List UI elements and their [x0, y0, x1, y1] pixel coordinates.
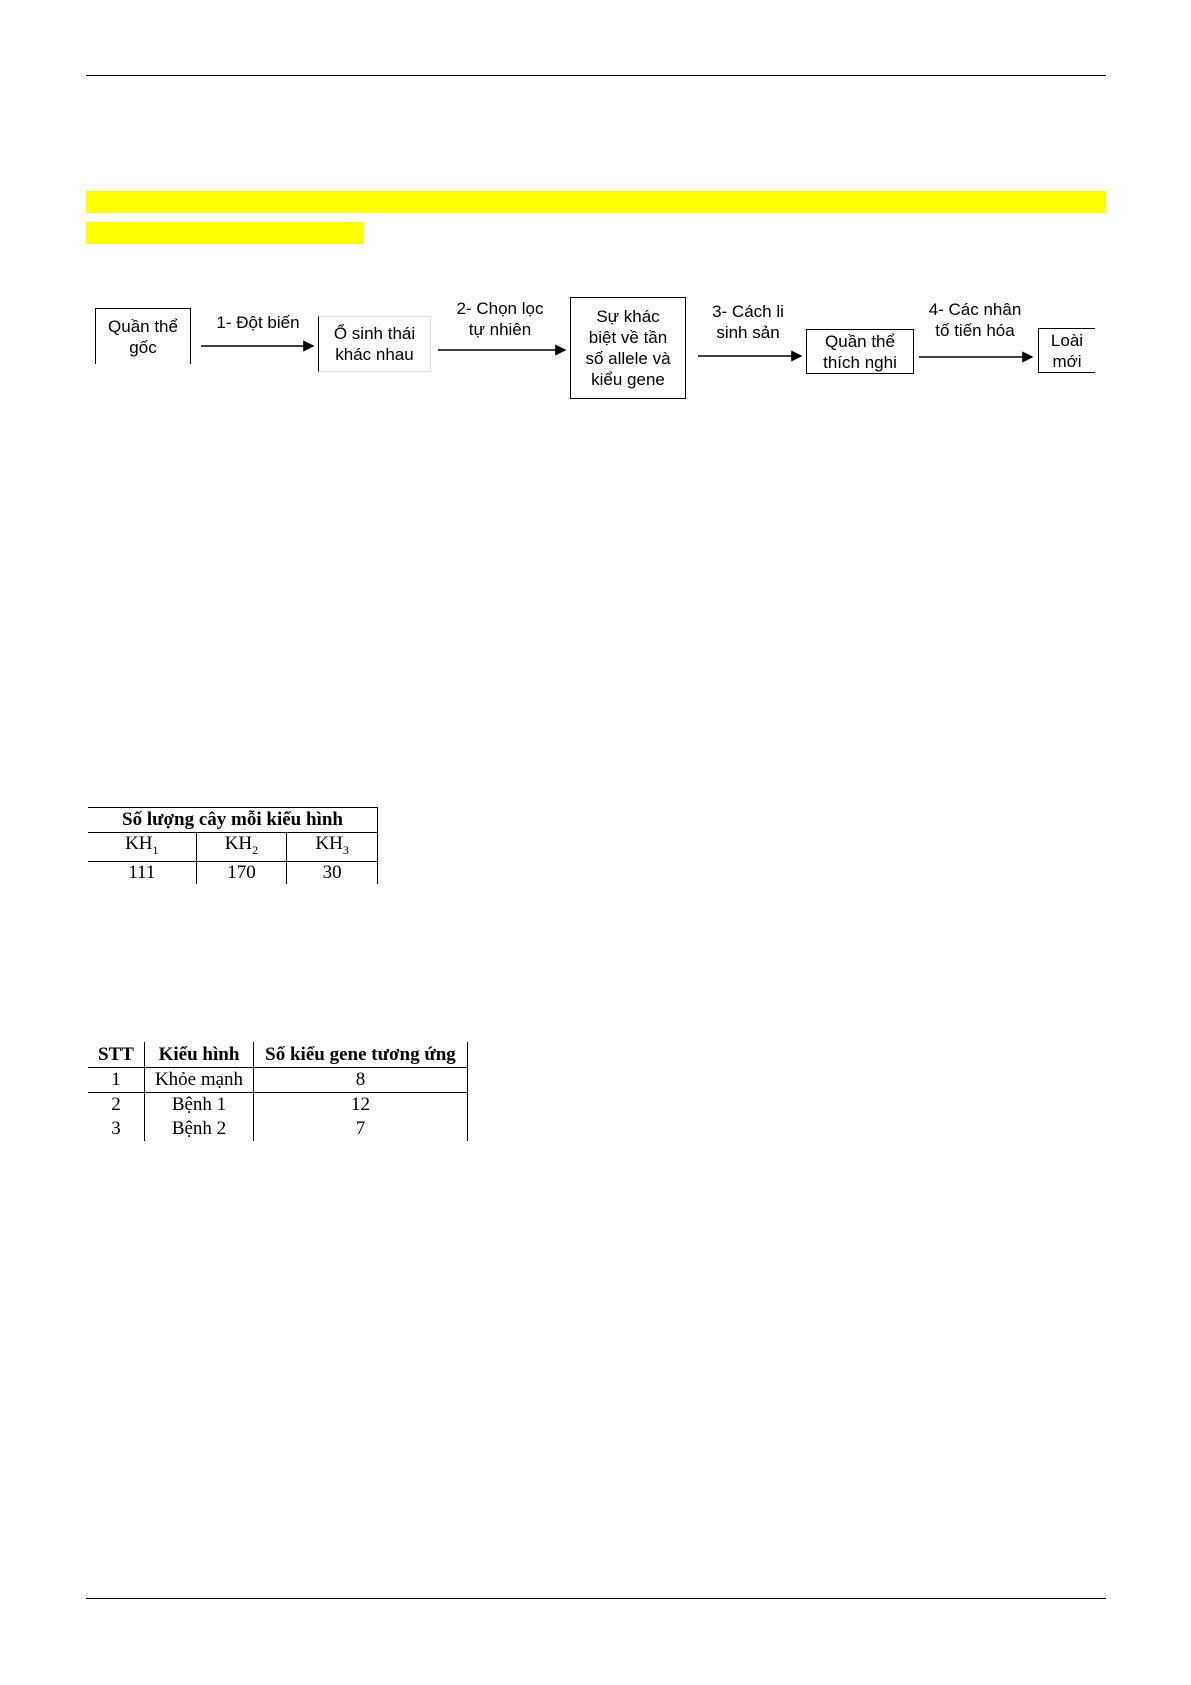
table2-cell: Bệnh 2 [145, 1117, 254, 1141]
edge-label-mutation: 1- Đột biến [216, 313, 300, 332]
node-original-population: Quần thể gốc [95, 308, 191, 364]
node-new-species: Loài mới [1038, 328, 1095, 373]
table2-cell: 2 [88, 1093, 145, 1118]
table2-header-stt: STT [88, 1042, 145, 1068]
phenotype-genotype-table [88, 1042, 468, 1141]
node-allele-frequency-difference: Sự khác biệt về tần số allele và kiểu gene [570, 297, 686, 399]
table1-header-kh2: $KH_2$ [196, 833, 287, 862]
table-row [88, 1093, 468, 1118]
table-row [88, 1117, 468, 1141]
table2-header-phenotype: Kiểu hình [145, 1042, 254, 1068]
table1-header-kh3: $KH_3$ [287, 833, 378, 862]
table1-value-kh3: 30 [287, 861, 378, 884]
table2-cell: 3 [88, 1117, 145, 1141]
table1-header-kh1: $KH_1$ [88, 833, 196, 862]
table1-title: Số lượng cây mỗi kiểu hình [88, 808, 378, 833]
table1-value-kh1: 111 [88, 861, 196, 884]
table1-value-kh2: 170 [196, 861, 287, 884]
table2-cell: Khỏe mạnh [145, 1068, 254, 1093]
footer-rule [86, 1598, 1106, 1599]
table2-cell: 8 [254, 1068, 468, 1093]
table2-header-genotype-count: Số kiểu gene tương ứng [254, 1042, 468, 1068]
edge-label-reproductive-isolation: 3- Cách li sinh sản [712, 302, 784, 342]
table2-cell: Bệnh 1 [145, 1093, 254, 1118]
table2-header-row [88, 1042, 468, 1068]
table-row [88, 1068, 468, 1093]
table2-cell: 7 [254, 1117, 468, 1141]
node-ecological-niches: Ổ sinh thái khác nhau [318, 316, 431, 372]
edge-label-evolutionary-factors: 4- Các nhân tố tiến hóa [928, 300, 1022, 340]
node-adapted-population: Quần thể thích nghi [806, 329, 914, 374]
table2-cell: 1 [88, 1068, 145, 1093]
table2-cell: 12 [254, 1093, 468, 1118]
phenotype-count-table [88, 807, 378, 884]
edge-label-natural-selection: 2- Chọn lọc tự nhiên [456, 299, 544, 339]
